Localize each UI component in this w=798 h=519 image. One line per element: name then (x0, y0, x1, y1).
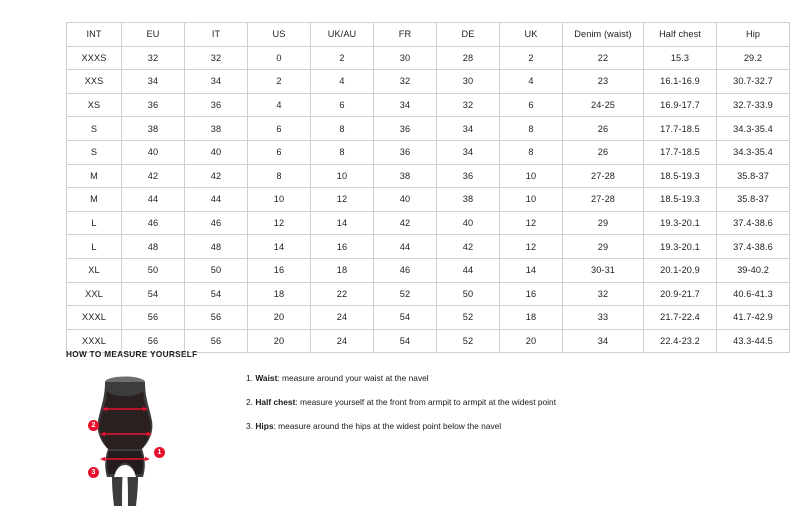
table-cell: 43.3-44.5 (717, 329, 790, 353)
table-cell: XXS (67, 70, 122, 94)
table-cell: 19.3-20.1 (644, 211, 717, 235)
table-cell: 40.6-41.3 (717, 282, 790, 306)
table-cell: 14 (500, 258, 563, 282)
table-cell: 12 (500, 235, 563, 259)
table-cell: 10 (248, 188, 311, 212)
table-cell: 34 (185, 70, 248, 94)
table-cell: 29.2 (717, 46, 790, 70)
table-cell: 42 (185, 164, 248, 188)
table-cell: 26 (563, 140, 644, 164)
table-cell: 32 (122, 46, 185, 70)
column-header-eu: EU (122, 23, 185, 47)
table-body (67, 46, 790, 353)
table-cell: 32 (563, 282, 644, 306)
table-cell: 18 (311, 258, 374, 282)
table-cell: 38 (122, 117, 185, 141)
table-cell: 21.7-22.4 (644, 306, 717, 330)
table-cell: 12 (500, 211, 563, 235)
table-cell: 52 (374, 282, 437, 306)
table-cell: L (67, 235, 122, 259)
table-cell: 56 (122, 306, 185, 330)
measure-item-term: Hips (255, 421, 274, 431)
column-header-uk: UK (500, 23, 563, 47)
table-cell: 34.3-35.4 (717, 140, 790, 164)
table-cell: 2 (500, 46, 563, 70)
table-cell: 10 (500, 164, 563, 188)
table-header (67, 23, 790, 47)
column-header-it: IT (185, 23, 248, 47)
table-cell: 36 (374, 117, 437, 141)
table-row (67, 46, 790, 70)
callout-bullet-1: 1 (154, 447, 165, 458)
table-cell: 22 (563, 46, 644, 70)
table-cell: 34.3-35.4 (717, 117, 790, 141)
table-cell: 37.4-38.6 (717, 235, 790, 259)
table-cell: 44 (185, 188, 248, 212)
table-cell: 54 (374, 329, 437, 353)
table-cell: 8 (311, 117, 374, 141)
table-cell: 56 (185, 329, 248, 353)
table-cell: 42 (374, 211, 437, 235)
table-cell: 6 (248, 140, 311, 164)
table-row (67, 70, 790, 94)
measure-item-term: Waist (255, 373, 278, 383)
table-cell: 19.3-20.1 (644, 235, 717, 259)
table-cell: 28 (437, 46, 500, 70)
table-row (67, 117, 790, 141)
table-cell: 42 (122, 164, 185, 188)
table-cell: 32.7-33.9 (717, 93, 790, 117)
table-cell: 46 (185, 211, 248, 235)
table-cell: 20 (500, 329, 563, 353)
table-cell: 50 (122, 258, 185, 282)
measure-instruction-item (246, 397, 556, 408)
table-cell: 8 (311, 140, 374, 164)
table-cell: 26 (563, 117, 644, 141)
measure-item-term: Half chest (255, 397, 296, 407)
table-cell: 40 (437, 211, 500, 235)
measure-item-text: : measure around the hips at the widest point below the navel (273, 421, 502, 431)
table-cell: 36 (185, 93, 248, 117)
table-cell: 16 (500, 282, 563, 306)
table-cell: 54 (374, 306, 437, 330)
table-cell: 17.7-18.5 (644, 117, 717, 141)
table-cell: 34 (122, 70, 185, 94)
table-cell: 24 (311, 306, 374, 330)
table-cell: 18 (500, 306, 563, 330)
table-cell: 4 (248, 93, 311, 117)
table-cell: 32 (185, 46, 248, 70)
column-header-denim-waist: Denim (waist) (563, 23, 644, 47)
table-cell: 24 (311, 329, 374, 353)
table-cell: 56 (122, 329, 185, 353)
table-row (67, 140, 790, 164)
table-cell: 20.9-21.7 (644, 282, 717, 306)
table-cell: 48 (122, 235, 185, 259)
mannequin-icon (88, 373, 162, 508)
table-cell: 14 (311, 211, 374, 235)
table-row (67, 188, 790, 212)
table-cell: M (67, 188, 122, 212)
table-row (67, 258, 790, 282)
table-cell: 42 (437, 235, 500, 259)
size-chart-table (66, 22, 790, 353)
table-cell: 36 (437, 164, 500, 188)
table-cell: 10 (500, 188, 563, 212)
table-cell: 54 (185, 282, 248, 306)
table-cell: XXL (67, 282, 122, 306)
table-cell: 8 (500, 140, 563, 164)
table-cell: 15.3 (644, 46, 717, 70)
table-cell: 27-28 (563, 164, 644, 188)
table-cell: 44 (374, 235, 437, 259)
how-to-measure-title: HOW TO MEASURE YOURSELF (66, 350, 198, 359)
table-cell: 34 (374, 93, 437, 117)
table-cell: 34 (437, 117, 500, 141)
table-cell: 44 (122, 188, 185, 212)
table-row (67, 211, 790, 235)
column-header-us: US (248, 23, 311, 47)
table-cell: XXXL (67, 306, 122, 330)
measure-instructions-list (184, 373, 556, 445)
table-row (67, 235, 790, 259)
table-cell: 6 (311, 93, 374, 117)
column-header-hip: Hip (717, 23, 790, 47)
table-cell: 12 (311, 188, 374, 212)
table-cell: 18 (248, 282, 311, 306)
table-cell: 41.7-42.9 (717, 306, 790, 330)
table-cell: 14 (248, 235, 311, 259)
table-cell: 38 (374, 164, 437, 188)
table-cell: 22.4-23.2 (644, 329, 717, 353)
table-cell: XS (67, 93, 122, 117)
column-header-fr: FR (374, 23, 437, 47)
table-cell: 56 (185, 306, 248, 330)
table-cell: 52 (437, 306, 500, 330)
table-cell: S (67, 140, 122, 164)
table-cell: 29 (563, 211, 644, 235)
table-cell: 0 (248, 46, 311, 70)
column-header-uk-au: UK/AU (311, 23, 374, 47)
table-cell: S (67, 117, 122, 141)
table-cell: XXXL (67, 329, 122, 353)
table-cell: 24-25 (563, 93, 644, 117)
column-header-int: INT (67, 23, 122, 47)
table-cell: 52 (437, 329, 500, 353)
table-cell: 50 (437, 282, 500, 306)
table-cell: 6 (248, 117, 311, 141)
table-row (67, 282, 790, 306)
table-cell: 27-28 (563, 188, 644, 212)
table-cell: 46 (122, 211, 185, 235)
table-cell: 35.8-37 (717, 188, 790, 212)
table-cell: 36 (122, 93, 185, 117)
table-cell: 16 (248, 258, 311, 282)
table-cell: 33 (563, 306, 644, 330)
table-cell: 34 (563, 329, 644, 353)
measure-item-text: : measure around your waist at the navel (277, 373, 429, 383)
table-cell: XXXS (67, 46, 122, 70)
table-cell: 18.5-19.3 (644, 164, 717, 188)
how-to-measure-section (66, 350, 766, 508)
table-cell: 8 (248, 164, 311, 188)
table-cell: 40 (185, 140, 248, 164)
table-cell: 38 (437, 188, 500, 212)
callout-bullet-3: 3 (88, 467, 99, 478)
table-cell: 30.7-32.7 (717, 70, 790, 94)
table-cell: 16.1-16.9 (644, 70, 717, 94)
table-cell: 54 (122, 282, 185, 306)
measure-item-number: 1. (246, 373, 253, 383)
table-cell: 37.4-38.6 (717, 211, 790, 235)
table-cell: 38 (185, 117, 248, 141)
table-cell: 50 (185, 258, 248, 282)
table-cell: 4 (311, 70, 374, 94)
table-cell: 4 (500, 70, 563, 94)
table-row (67, 93, 790, 117)
table-cell: 2 (248, 70, 311, 94)
table-cell: 6 (500, 93, 563, 117)
table-cell: 36 (374, 140, 437, 164)
table-cell: 2 (311, 46, 374, 70)
table-cell: 29 (563, 235, 644, 259)
table-cell: 30-31 (563, 258, 644, 282)
table-cell: 35.8-37 (717, 164, 790, 188)
table-cell: 40 (122, 140, 185, 164)
table-header-row (67, 23, 790, 47)
table-cell: 8 (500, 117, 563, 141)
table-cell: 16 (311, 235, 374, 259)
how-to-measure-body (66, 373, 766, 508)
table-cell: 44 (437, 258, 500, 282)
column-header-half-chest: Half chest (644, 23, 717, 47)
table-cell: 20 (248, 306, 311, 330)
table-cell: 40 (374, 188, 437, 212)
table-cell: 23 (563, 70, 644, 94)
callout-bullet-2: 2 (88, 420, 99, 431)
table-cell: 10 (311, 164, 374, 188)
table-cell: 30 (437, 70, 500, 94)
table-cell: 16.9-17.7 (644, 93, 717, 117)
table-cell: 30 (374, 46, 437, 70)
table-cell: 39-40.2 (717, 258, 790, 282)
table-cell: 18.5-19.3 (644, 188, 717, 212)
table-row (67, 164, 790, 188)
measure-item-number: 2. (246, 397, 253, 407)
table-cell: 48 (185, 235, 248, 259)
table-row (67, 306, 790, 330)
measure-instruction-item (246, 373, 556, 384)
table-cell: M (67, 164, 122, 188)
measure-item-text: : measure yourself at the front from armpit to armpit at the widest point (295, 397, 557, 407)
table-cell: XL (67, 258, 122, 282)
table-cell: 17.7-18.5 (644, 140, 717, 164)
table-cell: 32 (374, 70, 437, 94)
table-cell: 22 (311, 282, 374, 306)
table-cell: 20.1-20.9 (644, 258, 717, 282)
column-header-de: DE (437, 23, 500, 47)
table-cell: 34 (437, 140, 500, 164)
mannequin-figure (66, 373, 184, 508)
table-cell: 46 (374, 258, 437, 282)
table-cell: 12 (248, 211, 311, 235)
measure-item-number: 3. (246, 421, 253, 431)
table-cell: 32 (437, 93, 500, 117)
table-cell: L (67, 211, 122, 235)
table-cell: 20 (248, 329, 311, 353)
measure-instruction-item (246, 421, 556, 432)
